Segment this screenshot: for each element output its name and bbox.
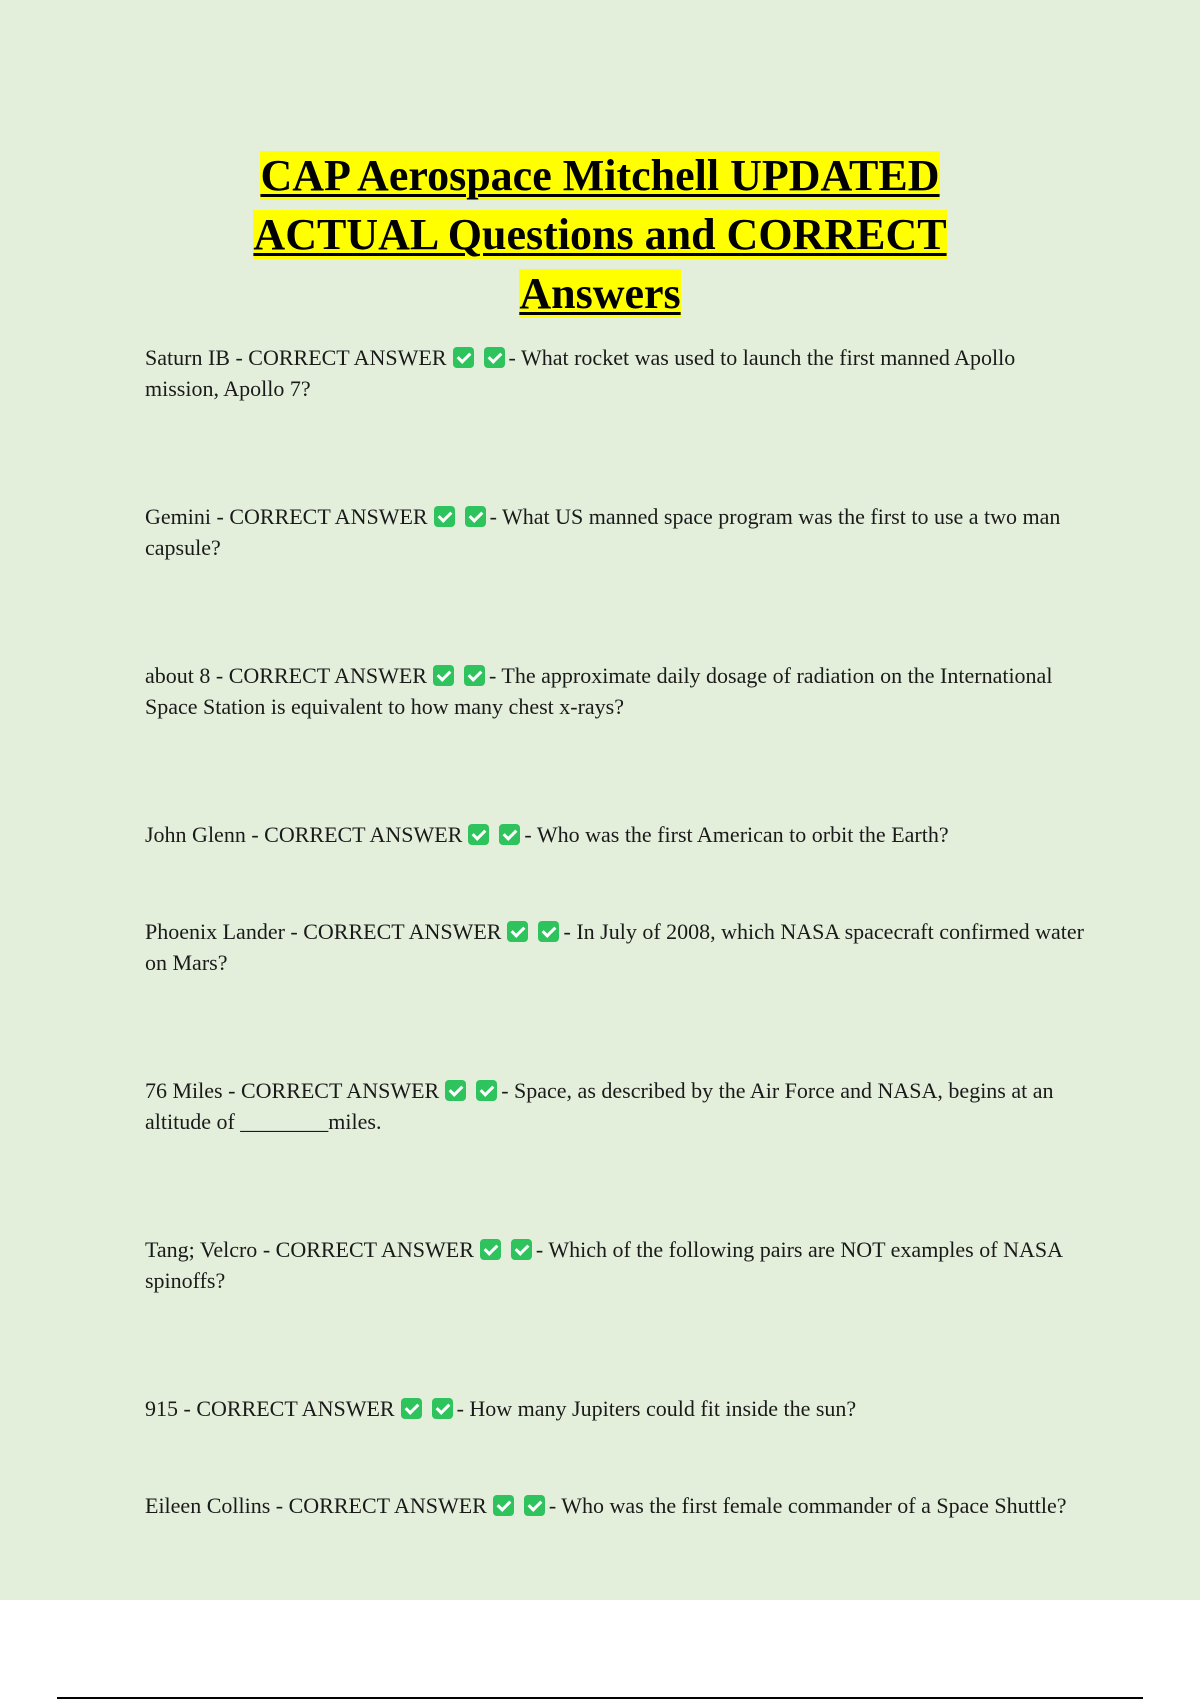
answer-text: 915	[145, 1396, 178, 1421]
check-icon	[434, 506, 455, 527]
check-icon	[484, 347, 505, 368]
answer-text: Gemini	[145, 504, 211, 529]
title-line-1: CAP Aerospace Mitchell UPDATED	[260, 151, 940, 200]
check-icon	[507, 921, 528, 942]
correct-answer-label: CORRECT ANSWER	[228, 663, 427, 688]
qa-item: Phoenix Lander - CORRECT ANSWER - In July of 2008, which NASA spacecraft confirmed water on Mars?	[145, 919, 1084, 975]
page-title	[0, 146, 1200, 323]
question-text: What rocket was used to launch the first manned Apollo mission, Apollo 7?	[145, 345, 1016, 401]
check-icon	[445, 1080, 466, 1101]
question-text: Space, as described by the Air Force and NASA, begins at an altitude of ________miles.	[145, 1078, 1054, 1134]
qa-item: 915 - CORRECT ANSWER - How many Jupiters could fit inside the sun?	[145, 1396, 857, 1421]
answer-text: 76 Miles	[145, 1078, 223, 1103]
correct-answer-label: CORRECT ANSWER	[248, 345, 447, 370]
qa-item: Saturn IB - CORRECT ANSWER - What rocket was used to launch the first manned Apollo mission, Apollo 7?	[145, 345, 1016, 401]
check-icon	[511, 1239, 532, 1260]
title-line-2: ACTUAL Questions and CORRECT	[253, 210, 947, 259]
question-answer-list	[145, 342, 1085, 1521]
correct-answer-label: CORRECT ANSWER	[288, 1493, 487, 1518]
correct-answer-label: CORRECT ANSWER	[275, 1237, 474, 1262]
correct-answer-label: CORRECT ANSWER	[303, 919, 502, 944]
correct-answer-label: CORRECT ANSWER	[229, 504, 428, 529]
check-icon	[476, 1080, 497, 1101]
qa-item: Eileen Collins - CORRECT ANSWER - Who was the first female commander of a Space Shuttle?	[145, 1493, 1067, 1518]
correct-answer-label: CORRECT ANSWER	[264, 822, 463, 847]
title-line-3: Answers	[519, 269, 681, 318]
check-icon	[468, 824, 489, 845]
qa-item: John Glenn - CORRECT ANSWER - Who was the first American to orbit the Earth?	[145, 822, 949, 847]
question-text: How many Jupiters could fit inside the sun?	[469, 1396, 857, 1421]
answer-text: Phoenix Lander	[145, 919, 285, 944]
correct-answer-label: CORRECT ANSWER	[196, 1396, 395, 1421]
check-icon	[524, 1495, 545, 1516]
qa-item: about 8 - CORRECT ANSWER - The approximate daily dosage of radiation on the International Space Station is equivalent to how many chest x-rays?	[145, 663, 1053, 719]
check-icon	[464, 665, 485, 686]
question-text: Who was the first American to orbit the Earth?	[536, 822, 949, 847]
question-text: Who was the first female commander of a Space Shuttle?	[561, 1493, 1067, 1518]
check-icon	[480, 1239, 501, 1260]
check-icon	[493, 1495, 514, 1516]
answer-text: Tang; Velcro	[145, 1237, 258, 1262]
check-icon	[499, 824, 520, 845]
answer-text: John Glenn	[145, 822, 246, 847]
check-icon	[432, 1398, 453, 1419]
check-icon	[538, 921, 559, 942]
check-icon	[453, 347, 474, 368]
answer-text: about 8	[145, 663, 211, 688]
correct-answer-label: CORRECT ANSWER	[240, 1078, 440, 1103]
qa-item: Tang; Velcro - CORRECT ANSWER - Which of the following pairs are NOT examples of NASA spinoffs?	[145, 1237, 1062, 1293]
answer-text: Saturn IB	[145, 345, 230, 370]
qa-item: 76 Miles - CORRECT ANSWER - Space, as described by the Air Force and NASA, begins at an altitude of ________miles.	[145, 1078, 1054, 1134]
qa-item: Gemini - CORRECT ANSWER - What US manned space program was the first to use a two man capsule?	[145, 504, 1061, 560]
question-text: In July of 2008, which NASA spacecraft confirmed water on Mars?	[145, 919, 1084, 975]
footer-divider	[57, 1697, 1143, 1699]
answer-text: Eileen Collins	[145, 1493, 271, 1518]
check-icon	[401, 1398, 422, 1419]
question-text: The approximate daily dosage of radiation on the International Space Station is equivalent to how many chest x-rays?	[145, 663, 1053, 719]
question-text: What US manned space program was the first to use a two man capsule?	[145, 504, 1061, 560]
question-text: Which of the following pairs are NOT examples of NASA spinoffs?	[145, 1237, 1062, 1293]
check-icon	[465, 506, 486, 527]
check-icon	[433, 665, 454, 686]
